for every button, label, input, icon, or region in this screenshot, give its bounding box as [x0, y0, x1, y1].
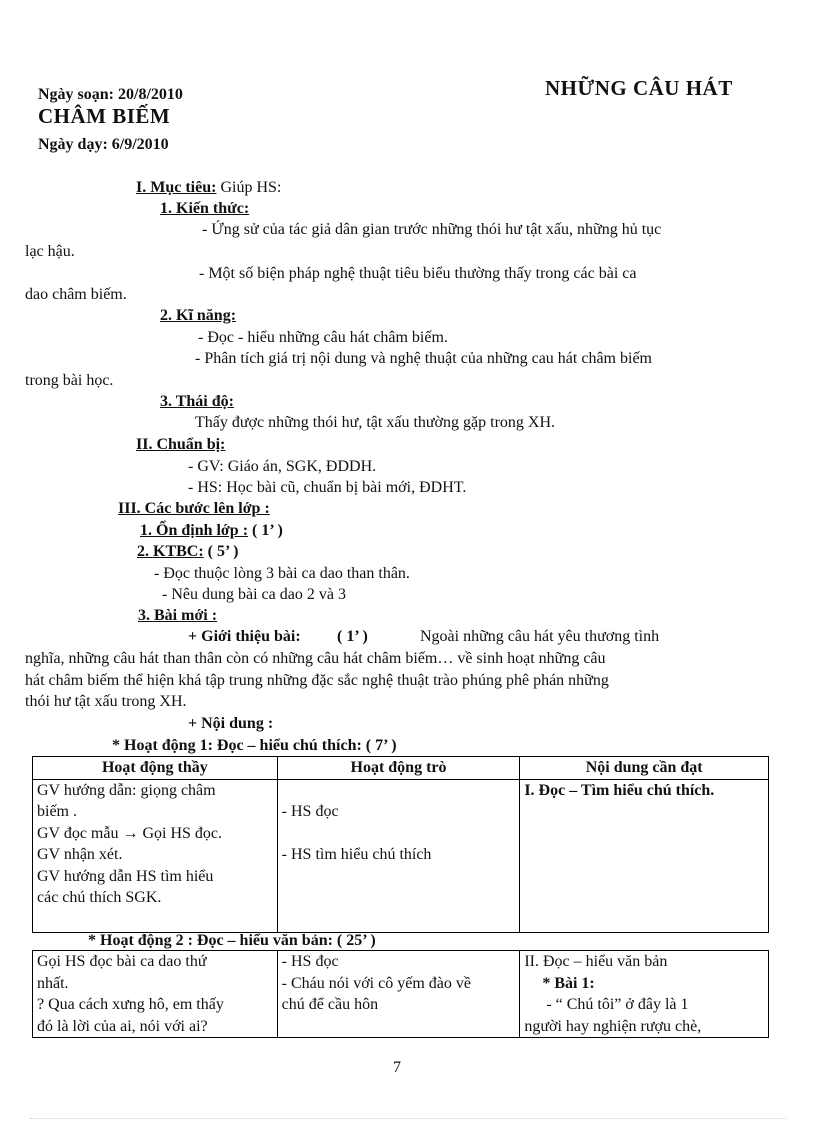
objectives-label: I. Mục tiêu:	[136, 179, 217, 196]
page-number: 7	[393, 1059, 401, 1076]
step1-time: ( 1’ )	[248, 522, 283, 539]
content-subheading: * Bài 1:	[542, 974, 595, 992]
column-header-content: Nội dung cần đạt	[520, 757, 769, 780]
date-prepared: Ngày soạn: 20/8/2010	[38, 86, 183, 103]
table-row	[33, 779, 769, 932]
column-header-teacher: Hoạt động thầy	[33, 757, 278, 780]
student-line: - HS đọc	[281, 803, 339, 820]
teacher-line: biếm .	[37, 803, 77, 820]
step2-time: ( 5’ )	[203, 543, 239, 560]
step2	[137, 541, 238, 562]
content-line: - “ Chú tôi” ở đây là 1	[546, 996, 689, 1013]
content-cell	[520, 951, 769, 1038]
knowledge-heading: 1. Kiến thức:	[160, 200, 250, 217]
content-line: I. Đọc – Tìm hiểu chú thích.	[524, 781, 715, 799]
activity1-table	[32, 756, 769, 933]
activity1-heading: * Hoạt động 1: Đọc – hiểu chú thích: ( 7’ )	[112, 737, 397, 754]
skills-line: - Phân tích giá trị nội dung và nghệ thuật của những cau hát châm biếm	[195, 350, 652, 367]
content-heading: II. Đọc – hiểu văn bản	[524, 953, 668, 970]
preparation-gv: - GV: Giáo án, SGK, ĐDDH.	[188, 458, 377, 475]
content-line: người hay nghiện rượu chè,	[524, 1017, 702, 1035]
student-line: chú để cầu hôn	[281, 996, 379, 1013]
student-cell	[277, 779, 520, 932]
preparation-hs: - HS: Học bài cũ, chuẩn bị bài mới, ĐDHT.	[188, 479, 467, 496]
teacher-line: GV hướng dẫn: giọng châm	[37, 781, 216, 799]
intro-line	[188, 626, 301, 647]
intro-text: thói hư tật xấu trong XH.	[25, 693, 187, 710]
lesson-title-line2: CHÂM BIẾM	[38, 104, 171, 128]
content-cell	[520, 779, 769, 932]
teacher-line: các chú thích SGK.	[37, 889, 162, 906]
student-line: - Cháu nói với cô yếm đào về	[281, 974, 471, 992]
table-header-row	[33, 757, 769, 780]
lesson-title-line1: NHỮNG CÂU HÁT	[545, 76, 733, 100]
preparation-heading: II. Chuẩn bị:	[136, 436, 226, 453]
knowledge-line: lạc hậu.	[25, 243, 75, 260]
intro-text: hát châm biếm thể hiện khá tập trung những đặc sắc nghệ thuật trào phúng phê phán những	[25, 672, 609, 689]
skills-heading: 2. Kĩ năng:	[160, 307, 237, 324]
teacher-cell	[33, 779, 278, 932]
knowledge-line: - Một số biện pháp nghệ thuật tiêu biểu thường thấy trong các bài ca	[199, 265, 637, 282]
activity2-heading: * Hoạt động 2 : Đọc – hiểu văn bản: ( 25’ )	[88, 932, 376, 949]
objectives-rest: Giúp HS:	[216, 179, 282, 196]
intro-time: ( 1’ )	[337, 628, 368, 645]
intro-text: Ngoài những câu hát yêu thương tình	[420, 628, 660, 645]
step1	[140, 520, 283, 541]
activity2-table	[32, 950, 769, 1038]
step2-label: 2. KTBC:	[137, 543, 204, 560]
teacher-line: ? Qua cách xưng hô, em thấy	[37, 996, 224, 1013]
teacher-line: đó là lời của ai, nói với ai?	[37, 1017, 208, 1035]
steps-heading: III. Các bước lên lớp :	[118, 500, 270, 517]
teacher-line: nhất.	[37, 974, 69, 992]
skills-line: trong bài học.	[25, 372, 114, 389]
step2-line: - Nêu dung bài ca dao 2 và 3	[162, 586, 346, 603]
step3-label: 3. Bài mới :	[138, 607, 218, 624]
intro-label: + Giới thiệu bài:	[188, 628, 301, 645]
step2-line: - Đọc thuộc lòng 3 bài ca dao than thân.	[154, 565, 410, 582]
page-divider	[30, 1118, 786, 1119]
teacher-cell	[33, 951, 278, 1038]
objectives-heading	[136, 177, 281, 198]
step1-label: 1. Ổn định lớp :	[140, 522, 249, 539]
date-taught: Ngày dạy: 6/9/2010	[38, 136, 169, 153]
knowledge-line: dao châm biếm.	[25, 286, 127, 303]
attitude-heading: 3. Thái độ:	[160, 393, 234, 410]
content-label: + Nội dung :	[188, 715, 274, 732]
column-header-student: Hoạt động trò	[277, 757, 520, 780]
teacher-line: GV đọc mẫu → Gọi HS đọc.	[37, 824, 223, 842]
student-line: - HS tìm hiểu chú thích	[281, 846, 432, 863]
knowledge-line: - Ứng sử của tác giả dân gian trước những thói hư tật xấu, những hủ tục	[202, 221, 662, 238]
student-line: - HS đọc	[281, 953, 339, 970]
student-cell	[277, 951, 520, 1038]
teacher-line: GV nhận xét.	[37, 846, 123, 863]
intro-text: nghĩa, những câu hát than thân còn có những câu hát châm biếm… về sinh hoạt những câu	[25, 650, 606, 667]
skills-line: - Đọc - hiểu những câu hát châm biếm.	[198, 329, 448, 346]
table-row	[33, 951, 769, 1038]
attitude-line: Thấy được những thói hư, tật xấu thường gặp trong XH.	[195, 414, 555, 431]
teacher-line: GV hướng dẫn HS tìm hiểu	[37, 867, 214, 885]
teacher-line: Gọi HS đọc bài ca dao thứ	[37, 953, 207, 970]
